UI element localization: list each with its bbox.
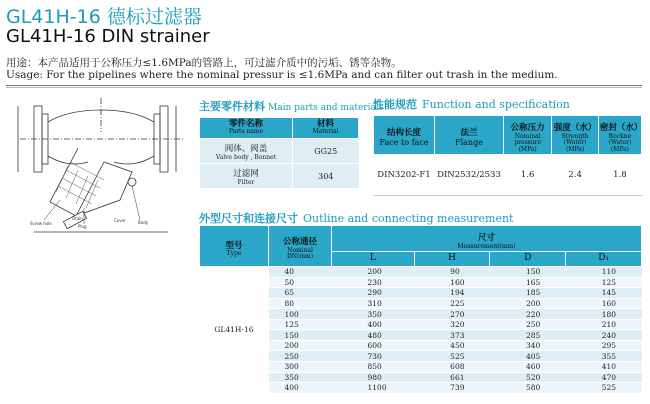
- outline-d1-cell: 110: [566, 267, 642, 278]
- function-header-f2f: [374, 116, 435, 155]
- outline-d1-cell: 160: [566, 298, 642, 309]
- outline-l-cell: 400: [332, 319, 415, 330]
- outline-d1-cell: 240: [566, 330, 642, 341]
- function-header-f2f-en: Face to face: [379, 138, 429, 148]
- outline-l-cell: 1100: [332, 383, 415, 394]
- function-header-pressure: [504, 116, 552, 155]
- parts-table: [199, 117, 359, 189]
- function-rockne-value: 1.8: [598, 155, 641, 196]
- outline-d-cell: 460: [490, 362, 566, 373]
- usage-text-en: Usage: For the pipelines where the nominal pressur is ≤1.6MPa and can filter out trash in the medium.: [6, 69, 558, 81]
- drawing-label-screw-hole: Screw hole: [30, 221, 52, 226]
- outline-dn-cell: 125: [269, 319, 332, 330]
- outline-h-cell: 373: [414, 330, 490, 341]
- outline-d-cell: 150: [490, 267, 566, 278]
- outline-dn-cell: 80: [269, 298, 332, 309]
- function-header-strength-en: Strength (Water): [561, 132, 589, 147]
- drawing-label-body: Body: [138, 220, 149, 225]
- outline-dn-cell: 200: [269, 340, 332, 351]
- outline-l-cell: 290: [332, 288, 415, 299]
- function-strength-value: 2.4: [552, 155, 599, 196]
- usage-text-cn: 用途：本产品适用于公称压力≤1.6MPa的管路上，可过滤介质中的污垢、锈等杂物。: [6, 57, 402, 69]
- outline-d-cell: 285: [490, 330, 566, 341]
- outline-header-dn-unit: DN(mm): [286, 253, 314, 261]
- outline-section-title: [199, 210, 513, 226]
- outline-d1-cell: 180: [566, 309, 642, 320]
- outline-header-size-en: Measurement(mm): [457, 242, 516, 250]
- function-header-row: [374, 116, 642, 155]
- function-title-cn: 性能规范: [373, 98, 417, 111]
- function-pressure-value: 1.6: [504, 155, 552, 196]
- parts-title-en: Main parts and materials: [268, 103, 384, 113]
- parts-name-cn: 过滤网: [233, 168, 259, 179]
- function-f2f-value: DIN3202-F1: [374, 155, 435, 196]
- function-header-rockne: [598, 116, 641, 155]
- function-header-flange-en: Flange: [455, 138, 483, 148]
- outline-title-en: Outline and connecting measurement: [303, 212, 514, 225]
- outline-d-cell: 250: [490, 319, 566, 330]
- outline-l-cell: 480: [332, 330, 415, 341]
- outline-d-cell: 185: [490, 288, 566, 299]
- parts-name-cell: [200, 164, 293, 189]
- function-table: [373, 115, 642, 196]
- parts-header-material-cn: 材料: [316, 119, 334, 130]
- parts-header-name: [200, 118, 293, 139]
- outline-l-cell: 730: [332, 351, 415, 362]
- parts-row: [200, 164, 359, 189]
- outline-d-cell: 580: [490, 383, 566, 394]
- outline-h-cell: 225: [414, 298, 490, 309]
- page-title-cn: GL41H-16 德标过滤器: [6, 6, 202, 28]
- function-section-title: [373, 96, 570, 112]
- parts-row: [200, 139, 359, 164]
- outline-h-cell: 661: [414, 372, 490, 383]
- outline-h-cell: 270: [414, 309, 490, 320]
- outline-l-cell: 980: [332, 372, 415, 383]
- outline-d-cell: 220: [490, 309, 566, 320]
- function-header-strength-unit: (MPa): [566, 145, 585, 153]
- outline-header-size-cn: 尺寸: [477, 233, 495, 243]
- outline-d-cell: 200: [490, 298, 566, 309]
- outline-h-cell: 450: [414, 340, 490, 351]
- outline-dn-cell: 350: [269, 372, 332, 383]
- outline-l-cell: 850: [332, 362, 415, 373]
- outline-d-cell: 165: [490, 277, 566, 288]
- outline-d1-cell: 125: [566, 277, 642, 288]
- outline-header-col-d1: D₁: [566, 252, 642, 267]
- divider-line: [6, 85, 642, 86]
- function-header-rockne-cn: 密封（水）: [599, 123, 643, 134]
- outline-d1-cell: 355: [566, 351, 642, 362]
- outline-d1-cell: 295: [566, 340, 642, 351]
- function-header-pressure-cn: 公称压力: [510, 123, 545, 134]
- parts-name-cell: [200, 139, 293, 164]
- outline-l-cell: 230: [332, 277, 415, 288]
- outline-header-type-en: Type: [226, 250, 242, 258]
- function-header-rockne-unit: (MPa): [610, 145, 630, 153]
- function-header-f2f-cn: 结构长度: [386, 128, 421, 139]
- page-title-en: GL41H-16 DIN strainer: [6, 26, 210, 47]
- outline-dn-cell: 65: [269, 288, 332, 299]
- parts-name-cn: 阀体、阀盖: [224, 143, 268, 154]
- outline-model-cell: GL41H-16: [200, 267, 269, 394]
- outline-d-cell: 405: [490, 351, 566, 362]
- outline-title-cn: 外型尺寸和连接尺寸: [199, 212, 298, 225]
- outline-h-cell: 90: [414, 267, 490, 278]
- outline-dn-cell: 300: [269, 362, 332, 373]
- outline-h-cell: 194: [414, 288, 490, 299]
- outline-dn-cell: 400: [269, 383, 332, 394]
- parts-header-material: [293, 118, 359, 139]
- parts-material-cell: 304: [293, 164, 359, 189]
- outline-d1-cell: 525: [566, 383, 642, 394]
- outline-dn-cell: 40: [269, 267, 332, 278]
- outline-h-cell: 320: [414, 319, 490, 330]
- drawing-label-drain: Drain: [72, 216, 83, 221]
- outline-h-cell: 739: [414, 383, 490, 394]
- outline-d1-cell: 145: [566, 288, 642, 299]
- outline-d1-cell: 410: [566, 362, 642, 373]
- divider-line-secondary: [6, 87, 642, 88]
- drawing-label-plug: Plug: [78, 224, 87, 229]
- outline-header-dn: [269, 226, 332, 267]
- strainer-drawing: [8, 92, 194, 238]
- outline-h-cell: 160: [414, 277, 490, 288]
- function-values-row: [374, 155, 642, 196]
- outline-header-type: [200, 226, 269, 267]
- function-header-flange-cn: 法兰: [460, 128, 478, 139]
- parts-section-title: [199, 98, 383, 114]
- parts-material-cell: GG25: [293, 139, 359, 164]
- parts-name-en: Filter: [237, 178, 255, 186]
- outline-dn-cell: 250: [269, 351, 332, 362]
- drawing-label-cover: Cover: [114, 218, 126, 223]
- function-header-pressure-en: Nominal pressure: [514, 132, 542, 147]
- outline-row: [200, 267, 642, 278]
- outline-header-row-1: [200, 226, 642, 252]
- outline-l-cell: 200: [332, 267, 415, 278]
- outline-d-cell: 340: [490, 340, 566, 351]
- outline-l-cell: 600: [332, 340, 415, 351]
- outline-dn-cell: 150: [269, 330, 332, 341]
- outline-header-dn-cn: 公称通径: [282, 237, 317, 248]
- function-header-flange: [435, 116, 504, 155]
- function-header-strength-cn: 强度（水）: [553, 123, 597, 134]
- outline-d-cell: 520: [490, 372, 566, 383]
- parts-header-material-en: Material: [312, 128, 339, 136]
- outline-header-col-l: L: [332, 252, 415, 267]
- parts-name-en: Valve body , Bonnet: [215, 153, 277, 161]
- outline-header-col-h: H: [414, 252, 490, 267]
- outline-dn-cell: 100: [269, 309, 332, 320]
- parts-header-row: [200, 118, 359, 139]
- outline-header-size: [332, 226, 642, 252]
- parts-header-name-cn: 零件名称: [228, 119, 263, 130]
- function-header-pressure-unit: (MPa): [518, 145, 537, 153]
- function-flange-value: DIN2532/2533: [435, 155, 504, 196]
- outline-header-dn-en: Nominal: [287, 247, 313, 255]
- outline-table: [199, 225, 642, 394]
- outline-d1-cell: 210: [566, 319, 642, 330]
- outline-h-cell: 608: [414, 362, 490, 373]
- outline-dn-cell: 50: [269, 277, 332, 288]
- parts-title-cn: 主要零件材料: [199, 100, 265, 113]
- outline-d1-cell: 470: [566, 372, 642, 383]
- function-header-strength: [552, 116, 599, 155]
- outline-l-cell: 310: [332, 298, 415, 309]
- outline-l-cell: 350: [332, 309, 415, 320]
- outline-header-type-cn: 型号: [225, 240, 243, 251]
- outline-h-cell: 525: [414, 351, 490, 362]
- parts-header-name-en: Parts name: [228, 128, 264, 136]
- function-title-en: Function and specification: [422, 98, 570, 111]
- outline-header-col-d: D: [490, 252, 566, 267]
- function-header-rockne-en: Rockne (Water): [608, 132, 632, 147]
